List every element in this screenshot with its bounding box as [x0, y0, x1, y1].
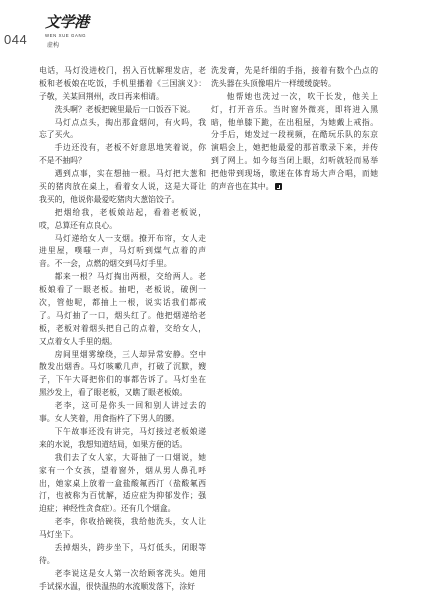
- text-line: 迫症；神经性贪食症）。还有几个烟盒。: [39, 504, 176, 514]
- text-line: 灯，打开音乐。当时窗外微亮，即将进入黑: [211, 104, 378, 114]
- text-line: 了。马灯抽了一口，烟头红了。他把烟递给老: [39, 310, 206, 320]
- text-line: 忘了买火。: [39, 130, 78, 140]
- text-line: 演唱会上，她把他最爱的那首歌录下来，并传: [211, 143, 378, 153]
- text-line: 把他带到现场，歌迷在体育场大声合唱，而她: [211, 169, 378, 179]
- text-line: 家有一个女孩，望着窗外，烟从男人鼻孔呼: [39, 465, 206, 475]
- paragraph: [39, 117, 206, 143]
- text-line: 马灯坐下。: [39, 530, 78, 540]
- text-line: 手试探水温，很快温热的水流顺发落下，涂好: [39, 581, 195, 591]
- text-line: 老李说这是女人第一次给顾客洗头。她用: [54, 568, 206, 578]
- end-mark-icon: [275, 183, 282, 190]
- text-line: 遇到点事，实在想抽一根。马灯把大葱和: [54, 169, 206, 179]
- text-line: 马灯递给女人一支烟。撩开布帘，女人走: [54, 233, 206, 243]
- text-line: 哎，总算还有点良心。: [39, 220, 117, 230]
- logo-title: 文学港: [45, 13, 89, 31]
- text-line: 散发出烟香。马灯咳嗽几声，打破了沉默，嫂: [39, 362, 206, 372]
- paragraph: [39, 516, 206, 542]
- paragraph: [39, 233, 206, 272]
- text-line: 下午故事还没有讲完，马灯接过老板娘递: [54, 426, 206, 436]
- text-line: 马灯点点头，掏出那盒烟问，有火吗，我: [54, 117, 206, 127]
- text-line: 的声音也在其中。: [211, 181, 378, 194]
- left-text-column: [39, 65, 206, 594]
- paragraph: [39, 271, 206, 348]
- section-label: 虚构: [47, 42, 60, 49]
- paragraph: [39, 426, 206, 452]
- text-line: 都来一根？马灯掏出两根，交给两人。老: [54, 272, 206, 282]
- paragraph: [39, 104, 206, 117]
- paragraph: [39, 542, 206, 568]
- text-line: 次，管他呢，都抽上一根，说实话我们都戒: [39, 298, 206, 308]
- text-line: 他帮她也洗过一次，吹干长发，他关上: [226, 91, 378, 101]
- text-line: 手边还没有，老板不好意思地笑着说，你: [54, 143, 206, 153]
- text-line: 老李，这可是你头一回和别人讲过去的: [54, 401, 206, 411]
- text-line: 不是不抽吗？: [39, 156, 86, 166]
- text-line: 子敬，关某回荆州，改日再来相请。: [39, 91, 164, 101]
- text-line: 音。不一会，点燃的烟交到马灯手里。: [39, 259, 172, 269]
- page-number: 044: [4, 32, 28, 47]
- text-line: 出，她家桌上放着一盒盐酸氟西汀（盐酸氟西: [39, 478, 206, 488]
- paragraph: [39, 142, 206, 168]
- paragraph: [39, 207, 206, 233]
- text-line: 我们去了女人家，大哥抽了一口烟说，她: [54, 452, 206, 462]
- paragraph: [39, 452, 206, 516]
- text-line: 房间里烟雾缭绕，三人却异常安静。空中: [54, 349, 206, 359]
- paragraph: [39, 568, 206, 594]
- text-line: 板，老板对着烟头把自己的点着，交给女人，: [39, 323, 206, 333]
- text-line: 老李，你收拾碗筷，我给他洗头，女人让: [54, 517, 206, 527]
- right-text-column: [211, 65, 378, 194]
- text-line: 板娘看了一眼老板。抽吧，老板说，破例一: [39, 285, 206, 295]
- text-line: 丢掉烟头，跨步坐下，马灯低头，闭眼等: [54, 542, 206, 552]
- text-line: 进里屋，噗嗤一声，马灯听到煤气点着的声: [39, 246, 206, 256]
- text-line: 汀，也被称为百忧解，适应症为抑郁发作；强: [39, 491, 206, 501]
- paragraph: [211, 65, 378, 91]
- text-line: 我买的，他说你最爱吃猪肉大葱馅饺子。: [39, 194, 180, 204]
- text-line: 把烟给我，老板娘站起，看着老板说，: [54, 207, 206, 217]
- text-line: 黑沙发上，看了眼老板，又瞧了眼老板娘。: [39, 388, 188, 398]
- paragraph: [39, 65, 206, 104]
- paragraph: [39, 168, 206, 207]
- text-line: 事。女人笑着，用食指杵了下男人的腰。: [39, 414, 180, 424]
- paragraph: [211, 91, 378, 194]
- text-line: 板和老板娘在吃饭，手机里播着《三国演义》：: [39, 78, 206, 88]
- text-line: 待。: [39, 555, 55, 565]
- text-line: 洗发膏，先是纤细的手指，接着有数个凸点的: [211, 66, 378, 75]
- text-line: 子，下午大哥把你们的事都告诉了。马灯坐在: [39, 375, 206, 385]
- text-line: 买的猪肉放在桌上，看着女人说，这是大哥让: [39, 182, 206, 192]
- paragraph: [39, 400, 206, 426]
- text-line: 洗头器在头顶像唱片一样缓缓旋转。: [211, 78, 336, 88]
- text-line: 又点着女人手里的烟。: [39, 336, 117, 346]
- magazine-logo: [45, 12, 105, 50]
- text-line: 暗，他单膝下跪，在出租屋，为她戴上戒指。: [211, 117, 378, 127]
- text-line: 电话，马灯没进校门，拐入百忧解理发店，老: [39, 66, 206, 75]
- text-line: 到了网上。如今每当闭上眼，幻听就轻而易举: [211, 156, 378, 166]
- text-line: 洗头啊？老板把碗里最后一口饭吞下说。: [54, 104, 195, 114]
- text-line: 来的水说，我想知道结局，如果方便的话。: [39, 439, 188, 449]
- text-line: 分手后，她发过一段视频，在酷玩乐队的东京: [211, 130, 378, 140]
- paragraph: [39, 349, 206, 401]
- logo-pinyin: WEN XUE GANG: [45, 33, 87, 38]
